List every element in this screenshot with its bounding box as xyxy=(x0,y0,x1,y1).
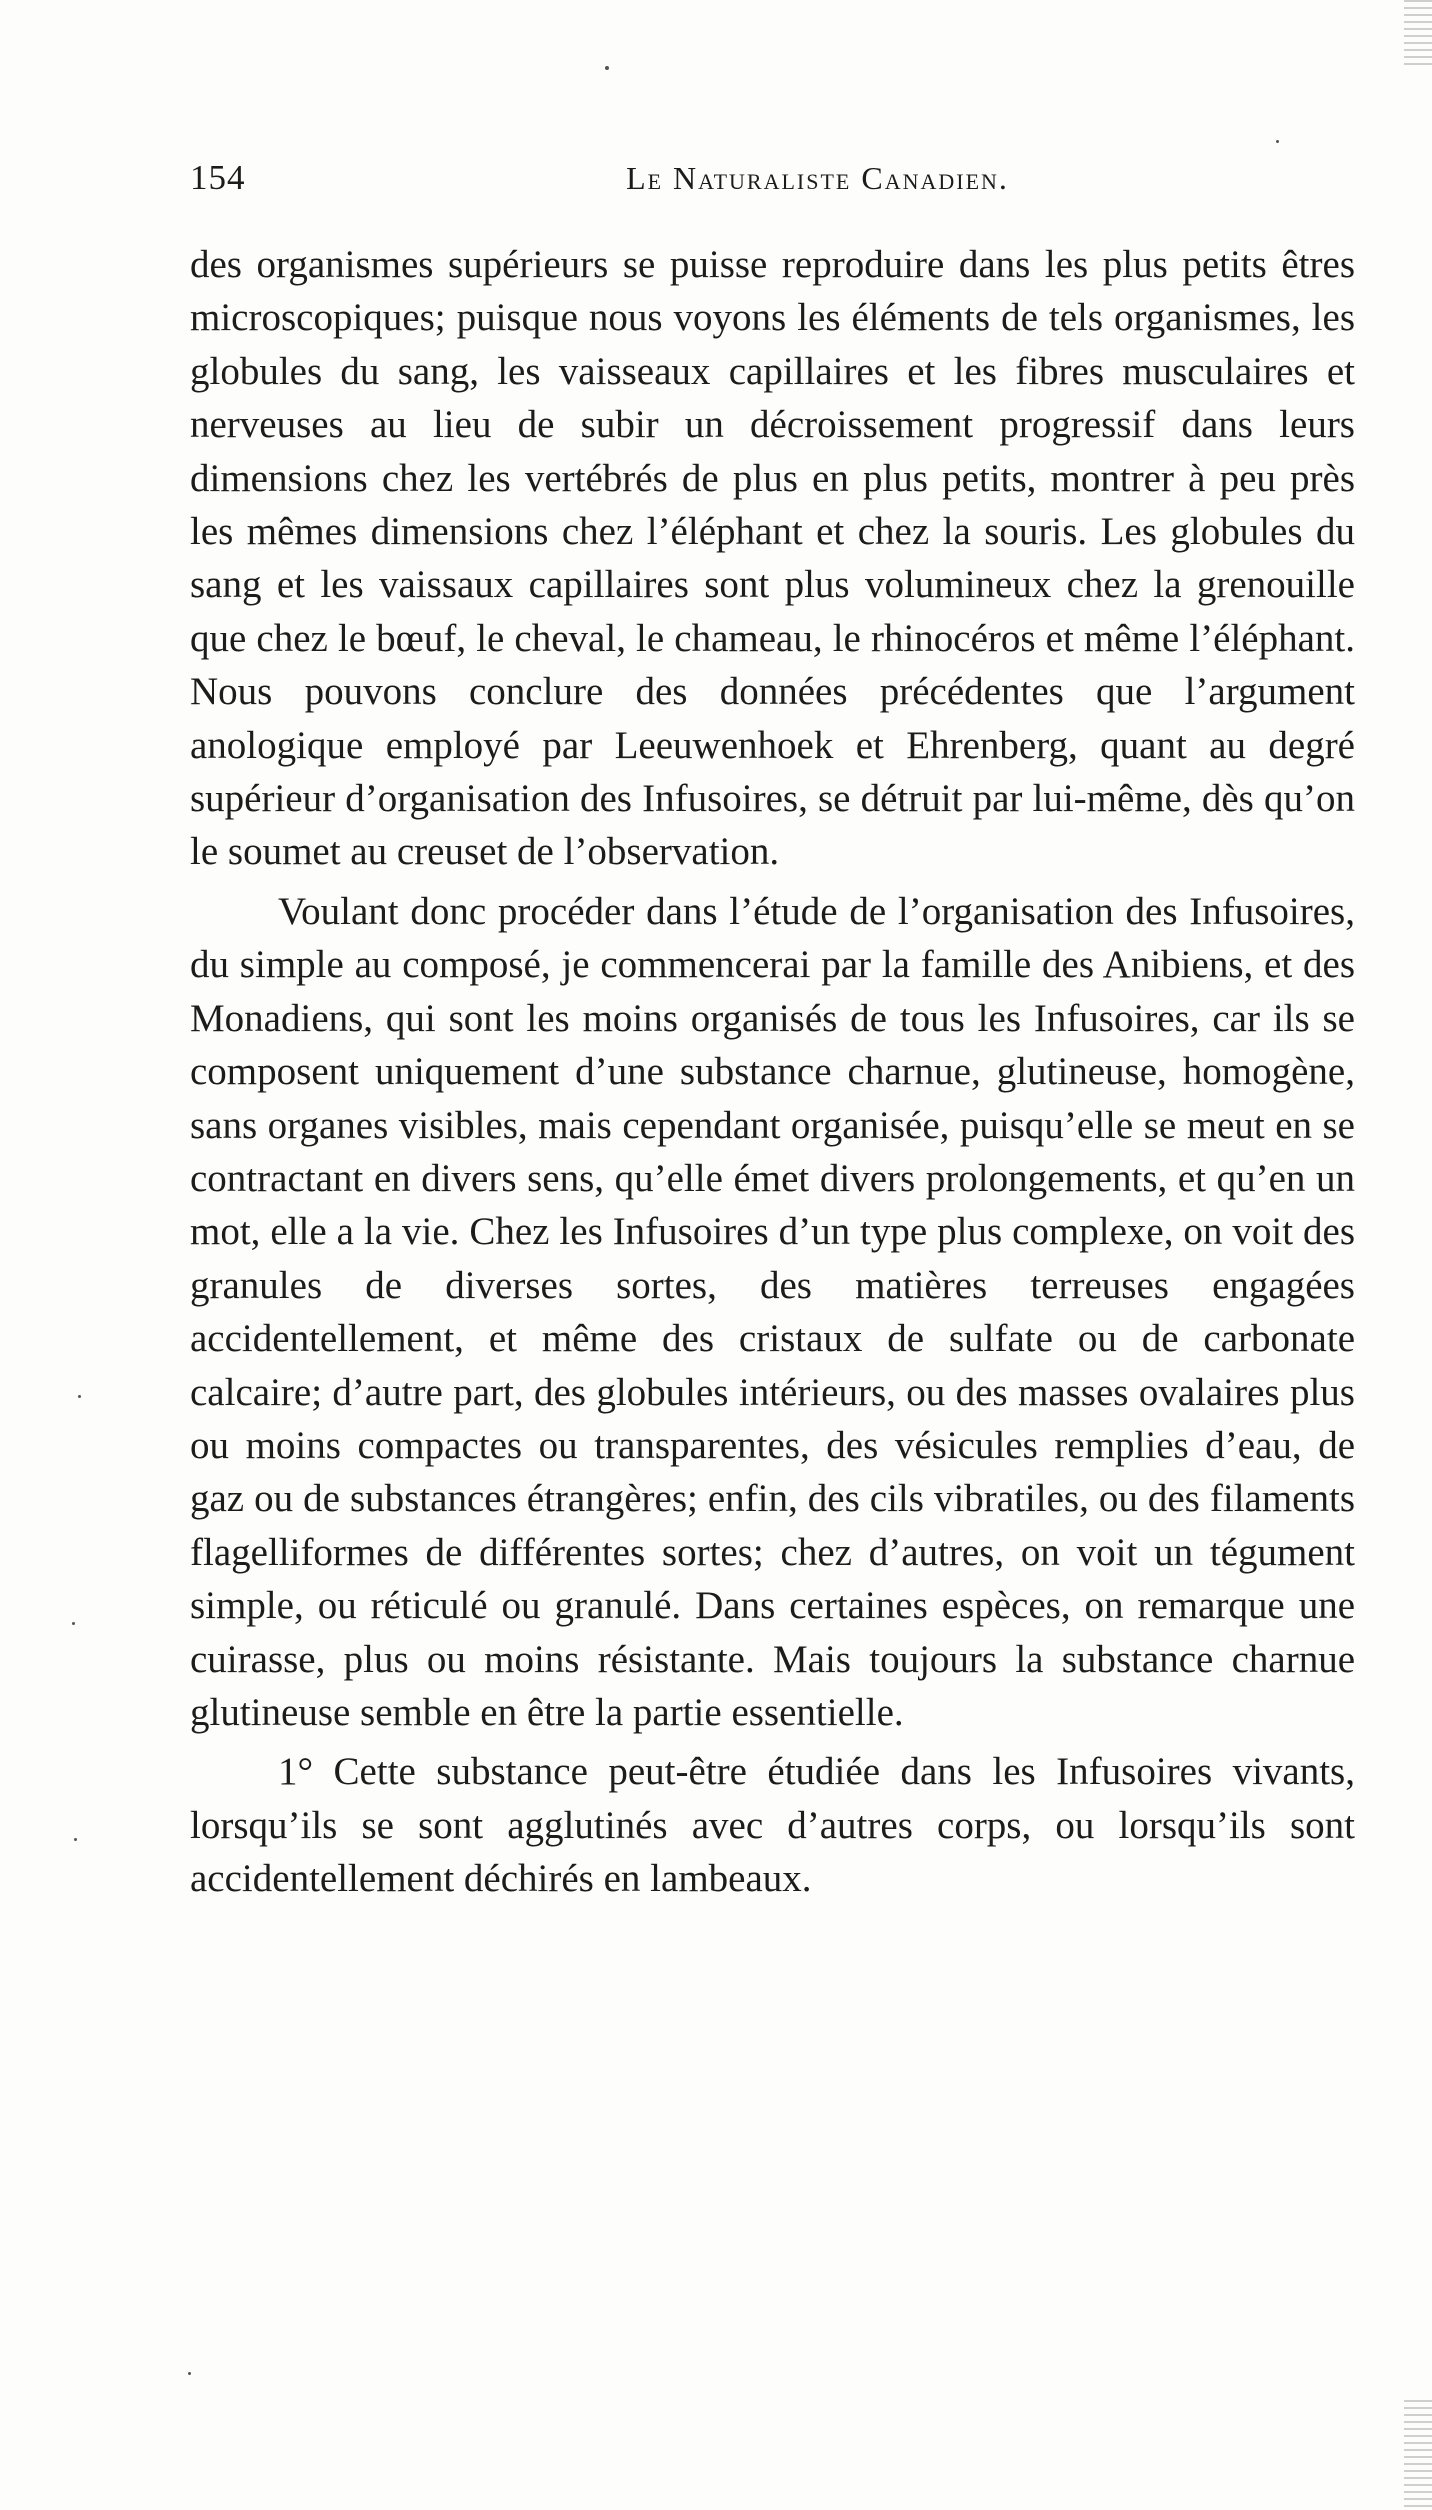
page-edge-mark xyxy=(1404,0,1432,70)
paragraph: Voulant donc procéder dans l’étude de l’organisation des Infusoires, du simple au composé, je commencerai par la famille des Anibiens, et des Monadiens, qui sont les moins organisés de tous les Infusoires, car ils se composent uniquement d’une substance charnue, glutineuse, homogène, sans organes visibles, mais cependant organisée, puisqu’elle se meut en se contractant en divers sens, qu’elle émet divers prolongements, et qu’en un mot, elle a la vie. Chez les Infusoires d’un type plus complexe, on voit des granules de diverses sortes, des matières terreuses engagées accidentellement, et même des cristaux de sulfate ou de carbonate calcaire; d’autre part, des globules intérieurs, ou des masses ovalaires plus ou moins compactes ou transparentes, des vésicules remplies d’eau, de gaz ou de substances étrangères; enfin, des cils vibratiles, ou des filaments flagelliformes de différentes sortes; chez d’autres, on voit un tégument simple, ou réticulé ou granulé. Dans certaines espèces, on remarque une cuirasse, plus ou moins résistante. Mais toujours la substance charnue glutineuse semble en être la partie essentielle. xyxy=(190,889,1355,1734)
scan-speck xyxy=(605,66,609,70)
page-number: 154 xyxy=(190,158,246,197)
scan-speck xyxy=(72,1622,75,1625)
scan-speck xyxy=(188,2372,191,2375)
scan-speck xyxy=(78,1395,81,1398)
scan-speck xyxy=(1276,140,1279,143)
journal-title: Le Naturaliste Canadien. xyxy=(626,160,1009,196)
paragraph: 1° Cette substance peut-être étudiée dans les Infusoires vivants, lorsqu’ils se sont agglutinés avec d’autres corps, ou lorsqu’ils sont accidentellement déchirés en lambeaux. xyxy=(190,1750,1355,1901)
scan-speck xyxy=(74,1838,77,1841)
running-head xyxy=(190,158,1355,208)
page-edge-mark xyxy=(1404,2400,1432,2510)
paragraph-continued: des organismes supérieurs se puisse reproduire dans les plus petits êtres microscopiques; puisque nous voyons les éléments de tels organismes, les globules du sang, les vaisseaux capillaires et les fibres musculaires et nerveuses au lieu de subir un décroissement progressif dans leurs dimensions chez les vertébrés de plus en plus petits, montrer à peu près les mêmes dimensions chez l’éléphant et chez la souris. Les globules du sang et les vaissaux capillaires sont plus volumineux chez la grenouille que chez le bœuf, le cheval, le chameau, le rhinocéros et même l’éléphant. Nous pouvons conclure des données précédentes que l’argument anologique employé par Leeuwenhoek et Ehrenberg, quant au degré supérieur d’organisation des Infusoires, se détruit par lui-même, dès qu’on le soumet au creuset de l’observation. xyxy=(190,243,1355,874)
body-text xyxy=(190,238,1355,1906)
